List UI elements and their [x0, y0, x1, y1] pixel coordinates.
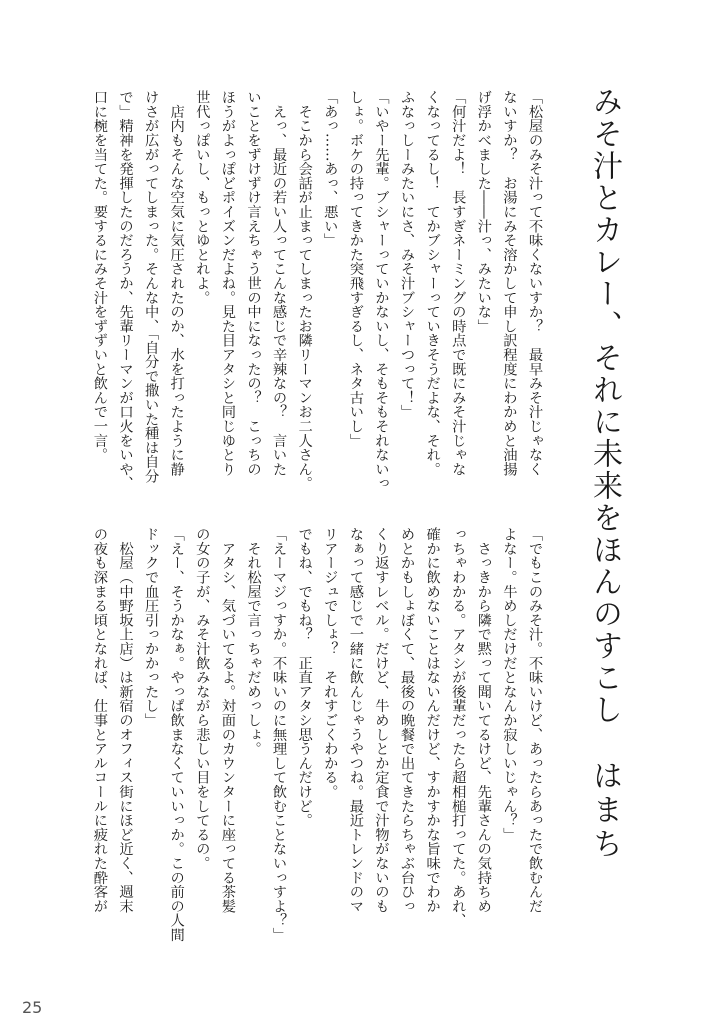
text-line: ないすか？ お湯にみそ溶かして申し訳程度にわかめと油揚 [501, 90, 518, 477]
text-line: けさが広がってしまった。そんな中、「自分で撒いた種は自分 [143, 90, 160, 484]
text-line: 確かに飲めないことはないんだけど、すかすかな旨味でわか [424, 527, 441, 914]
text-line: えっ、最近の若い人ってこんな感じで辛辣なの？ 言いた [271, 90, 288, 477]
text-line: それ松屋で言っちゃだめっしょ。 [245, 527, 262, 756]
text-line: なぁって感じで一緒に飲んじゃうやつね。最近トレンドのマ [347, 527, 364, 914]
text-line: くり返すレベル。だけど、牛めしとか定食で汁物がないのも [373, 527, 390, 914]
text-line: っちゃわかる。アタシが後輩だったら超相槌打ってた。あれ、 [450, 527, 467, 928]
text-line: くなってるし！ てかブシャーっていきそうだよな、それ。 [424, 90, 441, 477]
text-line: 「何汁だよ！ 長すぎネーミングの時点で既にみそ汁じゃな [450, 90, 467, 477]
text-line: で」精神を発揮したのだろうか、先輩リーマンが口火をいや、 [117, 90, 134, 491]
text-line: でもね、でもね？ 正直アタシ思うんだけど。 [296, 527, 313, 828]
text-line: そこから会話が止まってしまったお隣リーマンお二人さん。 [296, 90, 313, 491]
author-name: はまち [587, 760, 622, 862]
text-line: 「でもこのみそ汁。不味いけど、あったらあったで飲むんだ [527, 527, 543, 914]
text-line: 店内もそんな空気に気圧されたのか、水を打ったように静 [168, 90, 185, 477]
text-line: 「えーマジっすか。不味いのに無理して飲むことないっすよ？」 [271, 527, 288, 942]
text-line: 口に椀を当てた。要するにみそ汁をずずいと飲んで一言。 [91, 90, 108, 462]
text-block-upper [92, 90, 547, 490]
text-line: 「あっ……あっ、悪い」 [322, 90, 339, 248]
text-line: の夜も深まる頃となれば、仕事とアルコールに疲れた酔客が [91, 527, 108, 914]
text-line: さっきから隣で黙って聞いてるけど、先輩さんの気持ちめ [475, 527, 492, 914]
text-line: 「松屋のみそ汁って不味くないすか？ 最早みそ汁じゃなく [527, 90, 543, 477]
text-line: ふなっしーみたいにさ、みそ汁ブシャーつって！」 [399, 90, 416, 419]
text-line: アタシ、気づいてるよ。対面のカウンターに座ってる茶髪 [219, 527, 236, 914]
text-line: リアージュでしょ？ それすごくわかる。 [322, 527, 339, 799]
text-line: ほうがよっぽどポイズンだよね。見た目アタシと同じゆとり [219, 90, 236, 477]
text-line: 「えー、そうかなぁ。やっぱ飲まなくていいっか。この前の人間 [168, 527, 185, 942]
text-line: げ浮かべました――汁っ、みたいな」 [475, 90, 492, 334]
story-title: みそ汁とカレー、それに未来をほんのすこし [587, 86, 622, 726]
text-block-lower [92, 527, 547, 947]
text-line: 松屋（中野坂上店）は新宿のオフィス街にほど近く、週末 [117, 527, 134, 914]
text-line: しょ。ボケの持ってきかた突飛すぎるし、ネタ古いし」 [347, 90, 364, 448]
text-line: めとかもしょぼくて、最後の晩餐で出てきたらちゃぶ台ひっ [399, 527, 416, 914]
text-line: よなー。牛めしだけだとなんか寂しいじゃん？」 [501, 527, 518, 842]
text-line: ドックで血圧引っかかったし」 [143, 527, 160, 728]
page-number: 25 [22, 998, 43, 1017]
text-line: 世代っぽいし、もっとゆとれよ。 [194, 90, 211, 305]
text-line: 「いやー先輩。ブシャーっていかないし、そもそもそれないっ [373, 90, 390, 491]
text-line: の女の子が、みそ汁飲みながら悲しい目をしてるの。 [194, 527, 211, 871]
text-line: いことをずけずけ言えちゃう世の中になったの？ こっちの [245, 90, 262, 477]
